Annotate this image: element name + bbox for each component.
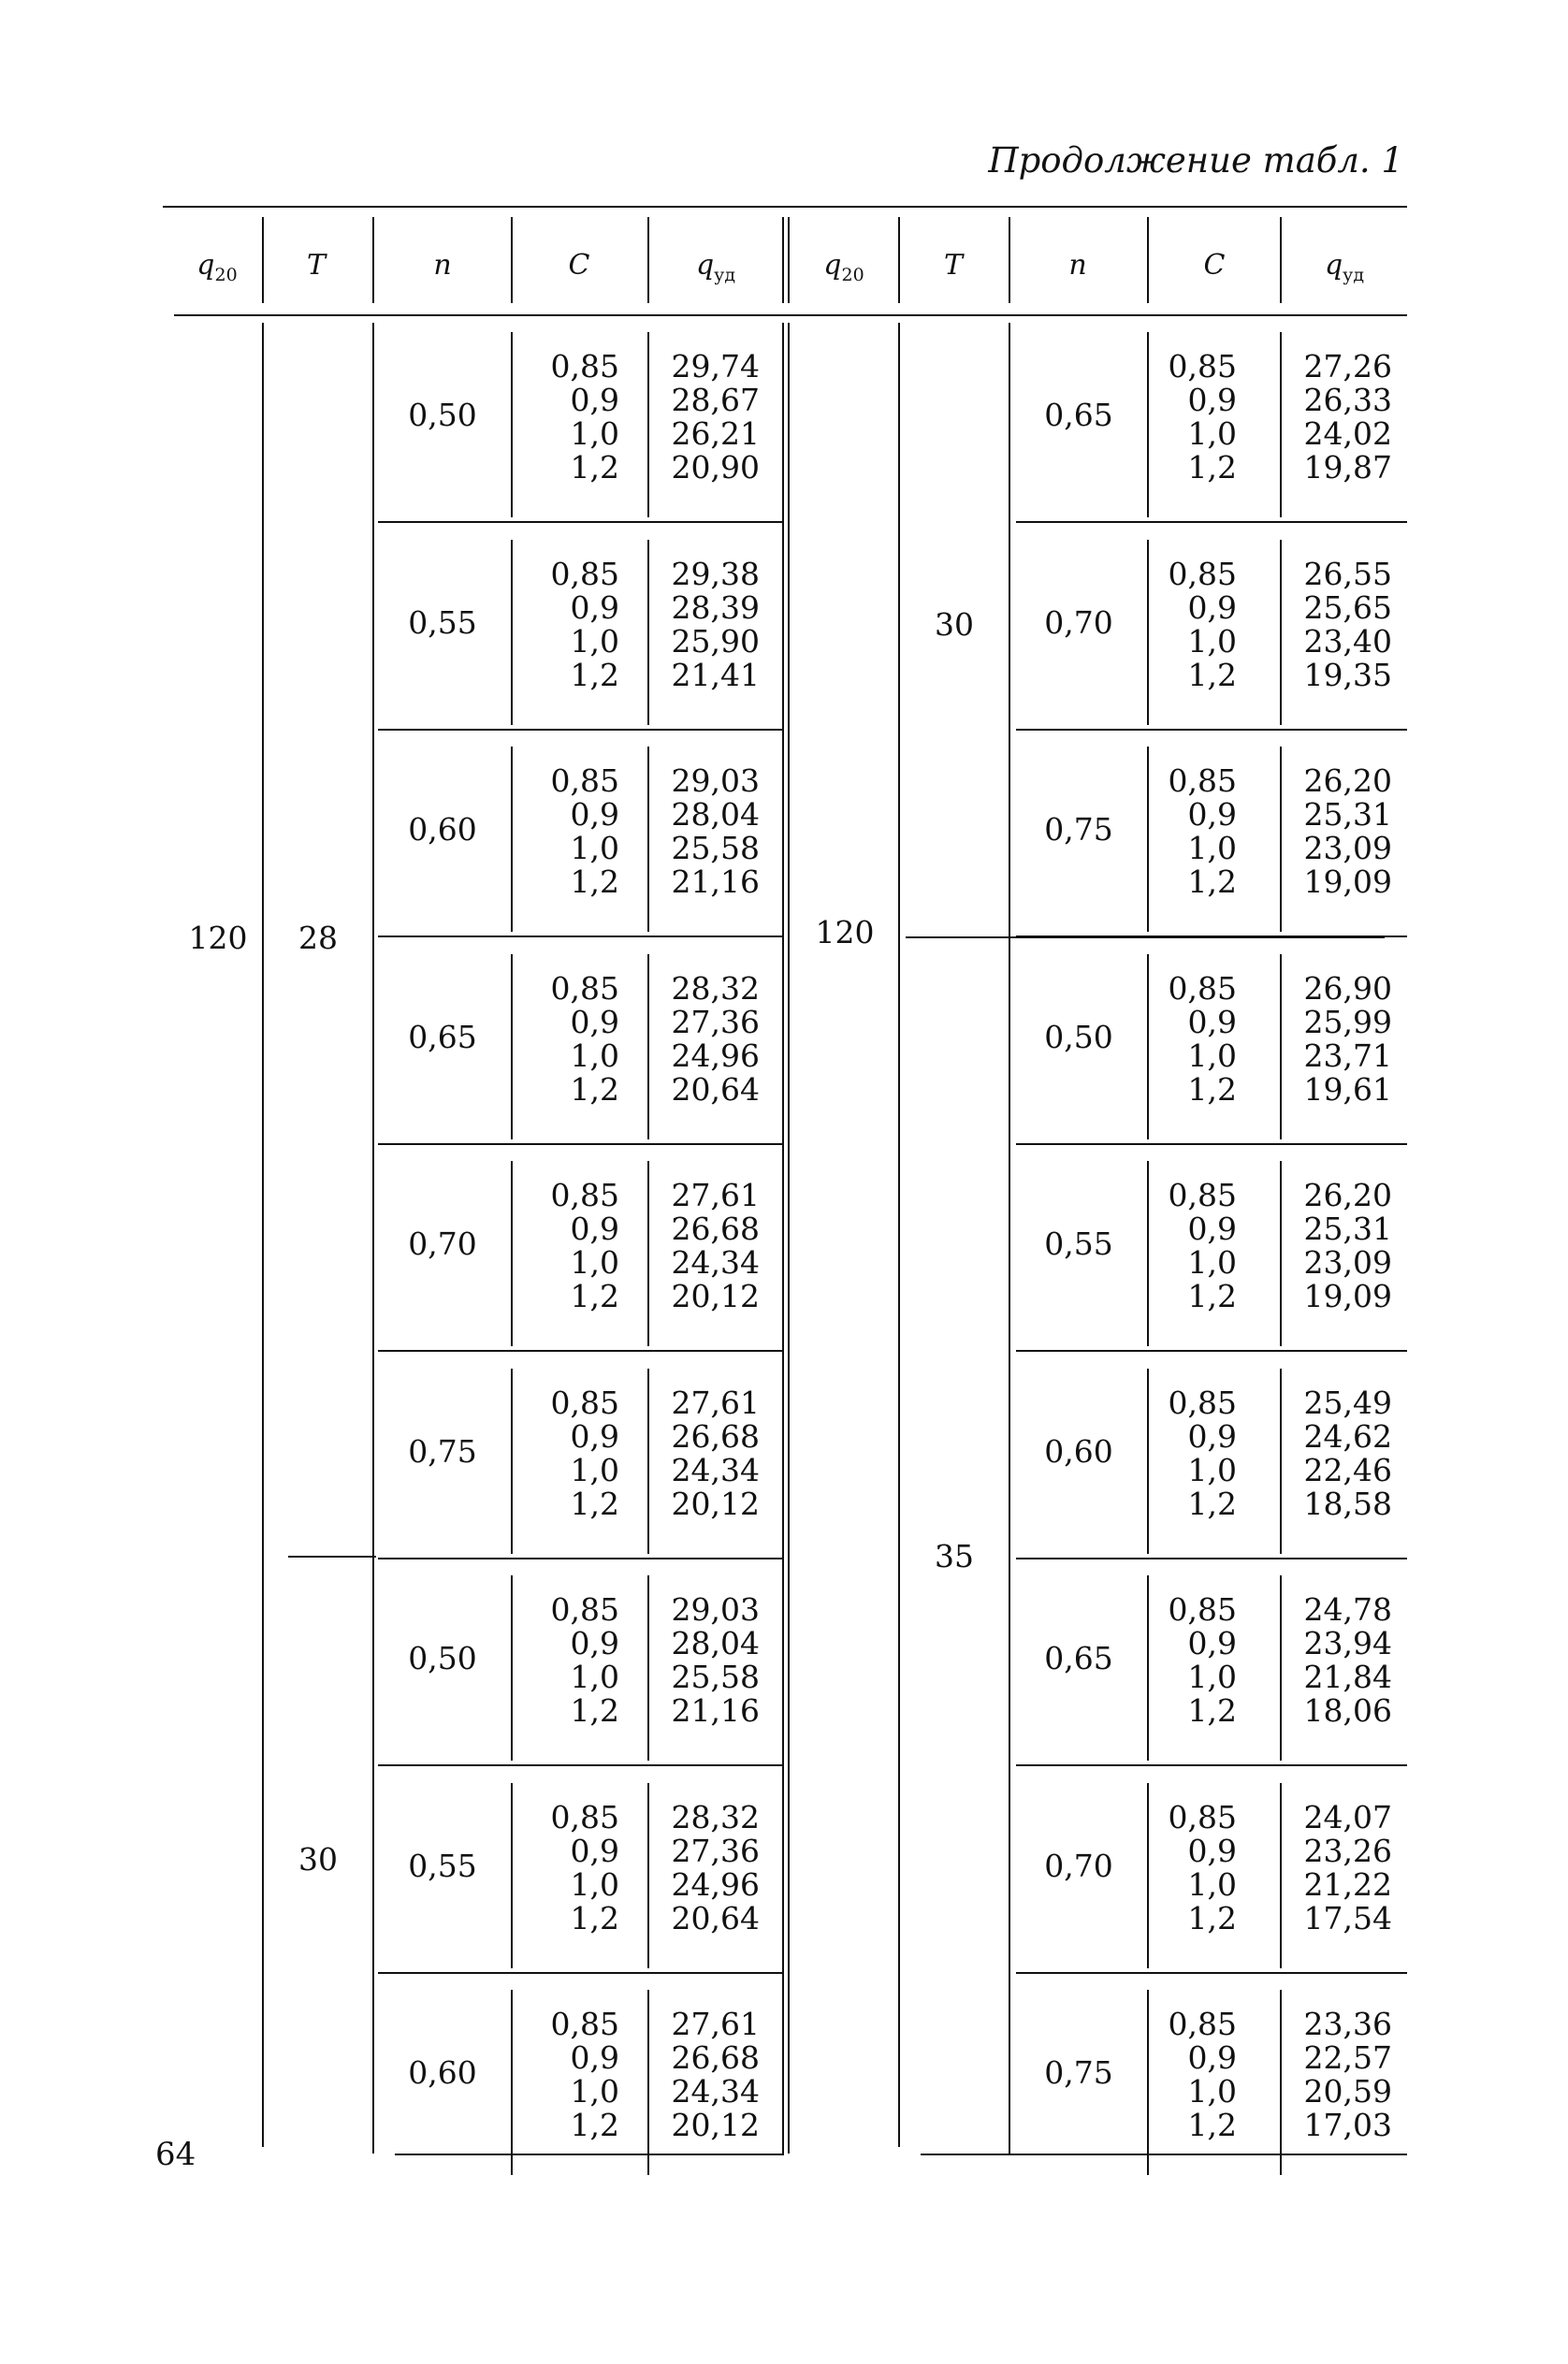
block-rule [1147, 1369, 1149, 1554]
header-divider [372, 217, 374, 303]
block-separator [1016, 729, 1407, 731]
table-bottom-rule [395, 2154, 784, 2155]
qud-values: 24,07 23,26 21,22 17,54 [1303, 1798, 1392, 1936]
block-separator [1016, 1350, 1407, 1352]
header-T-right: T [943, 249, 963, 282]
n-value: 0,70 [1044, 603, 1113, 641]
block-rule [1280, 1575, 1282, 1761]
block-separator [378, 521, 784, 523]
block-rule [511, 1369, 513, 1554]
block-rule [647, 1783, 649, 1968]
header-q20-left: $q_{20}$ [196, 249, 238, 285]
header-divider [898, 217, 900, 303]
n-value: 0,65 [408, 1018, 477, 1055]
right-q20-value: 120 [815, 914, 875, 950]
block-separator [378, 1972, 784, 1974]
header-divider [782, 217, 784, 303]
block-rule [1280, 540, 1282, 725]
qud-values: 23,36 22,57 20,59 17,03 [1303, 2006, 1392, 2143]
qud-values: 27,26 26,33 24,02 19,87 [1303, 348, 1392, 486]
c-values: 0,85 0,9 1,0 1,2 [1168, 555, 1237, 693]
header-divider [511, 217, 513, 303]
c-values: 0,85 0,9 1,0 1,2 [1168, 2006, 1237, 2143]
c-values: 0,85 0,9 1,0 1,2 [1168, 762, 1237, 900]
header-q20-right: $q_{20}$ [823, 249, 864, 285]
header-divider [262, 217, 264, 303]
n-value: 0,75 [1044, 811, 1113, 848]
block-separator [378, 935, 784, 937]
block-separator [1016, 1558, 1407, 1559]
qud-values: 26,90 25,99 23,71 19,61 [1303, 969, 1392, 1108]
header-divider [1280, 217, 1282, 303]
block-rule [647, 954, 649, 1139]
right-T-value-2: 35 [935, 1538, 974, 1574]
block-rule [1280, 954, 1282, 1139]
block-rule [511, 747, 513, 932]
block-rule [1147, 540, 1149, 725]
n-value: 0,65 [1044, 1640, 1113, 1676]
qud-values: 29,38 28,39 25,90 21,41 [671, 555, 760, 693]
header-divider [1147, 217, 1149, 303]
qud-values: 25,49 24,62 22,46 18,58 [1303, 1384, 1392, 1522]
block-separator [378, 1350, 784, 1352]
qud-values: 27,61 26,68 24,34 20,12 [671, 1384, 760, 1522]
qud-values: 26,55 25,65 23,40 19,35 [1303, 555, 1392, 693]
header-divider [788, 217, 790, 303]
qud-values: 26,20 25,31 23,09 19,09 [1303, 1177, 1392, 1314]
block-rule [1147, 1161, 1149, 1346]
c-values: 0,85 0,9 1,0 1,2 [1168, 1384, 1237, 1522]
block-rule [1280, 1369, 1282, 1554]
n-value: 0,50 [408, 397, 477, 433]
c-values: 0,85 0,9 1,0 1,2 [550, 2006, 619, 2143]
header-top-rule [163, 206, 1407, 208]
qud-values: 27,61 26,68 24,34 20,12 [671, 2006, 760, 2143]
header-n-left: n [433, 249, 452, 282]
block-rule [511, 1161, 513, 1346]
left-T-value-2: 30 [298, 1841, 338, 1878]
block-separator [1016, 1143, 1407, 1145]
block-rule [511, 1990, 513, 2175]
block-rule [1147, 954, 1149, 1139]
n-value: 0,60 [408, 2054, 477, 2091]
header-T-left: T [306, 249, 326, 282]
block-rule [1280, 332, 1282, 517]
n-value: 0,70 [408, 1226, 477, 1262]
n-value: 0,65 [1044, 397, 1113, 433]
block-rule [647, 1161, 649, 1346]
qud-values: 29,74 28,67 26,21 20,90 [671, 348, 760, 486]
header-C-right: C [1203, 249, 1226, 282]
left-q20-value: 120 [188, 920, 248, 956]
block-rule [511, 954, 513, 1139]
n-value: 0,70 [1044, 1847, 1113, 1884]
block-separator [1016, 1972, 1407, 1974]
block-rule [647, 747, 649, 932]
block-separator [1016, 935, 1407, 937]
block-rule [647, 540, 649, 725]
block-rule [511, 540, 513, 725]
block-separator [378, 729, 784, 731]
block-rule [1280, 1990, 1282, 2175]
c-values: 0,85 0,9 1,0 1,2 [550, 1384, 619, 1522]
qud-values: 24,78 23,94 21,84 18,06 [1303, 1591, 1392, 1729]
table-continuation-caption: Продолжение табл. 1 [988, 140, 1403, 181]
block-rule [1147, 332, 1149, 517]
n-value: 0,50 [408, 1640, 477, 1676]
n-value: 0,60 [1044, 1432, 1113, 1470]
block-rule [1280, 1783, 1282, 1968]
header-divider [647, 217, 649, 303]
block-rule [1147, 747, 1149, 932]
header-C-left: C [568, 249, 590, 282]
c-values: 0,85 0,9 1,0 1,2 [1168, 1177, 1237, 1314]
block-rule [647, 332, 649, 517]
header-n-right: n [1068, 249, 1087, 282]
n-value: 0,55 [408, 603, 477, 641]
qud-values: 28,32 27,36 24,96 20,64 [671, 969, 760, 1108]
header-qud-left: $q_{уд}$ [695, 249, 736, 285]
c-values: 0,85 0,9 1,0 1,2 [550, 1591, 619, 1729]
qud-values: 29,03 28,04 25,58 21,16 [671, 1591, 760, 1729]
n-value: 0,60 [408, 811, 477, 848]
block-rule [647, 1575, 649, 1761]
qud-values: 28,32 27,36 24,96 20,64 [671, 1798, 760, 1936]
c-values: 0,85 0,9 1,0 1,2 [1168, 348, 1237, 486]
c-values: 0,85 0,9 1,0 1,2 [550, 1177, 619, 1314]
c-values: 0,85 0,9 1,0 1,2 [550, 762, 619, 900]
block-rule [511, 1575, 513, 1761]
block-rule [1147, 1783, 1149, 1968]
block-rule [511, 332, 513, 517]
block-rule [1280, 1161, 1282, 1346]
table-bottom-rule [921, 2154, 1407, 2155]
group-separator [288, 1556, 376, 1558]
c-values: 0,85 0,9 1,0 1,2 [550, 348, 619, 486]
block-rule [1147, 1575, 1149, 1761]
c-values: 0,85 0,9 1,0 1,2 [1168, 969, 1237, 1108]
block-separator [1016, 521, 1407, 523]
block-separator [1016, 1764, 1407, 1766]
n-value: 0,55 [1044, 1226, 1113, 1262]
block-separator [378, 1558, 784, 1559]
qud-values: 27,61 26,68 24,34 20,12 [671, 1177, 760, 1314]
c-values: 0,85 0,9 1,0 1,2 [550, 555, 619, 693]
block-rule [511, 1783, 513, 1968]
block-separator [378, 1143, 784, 1145]
block-separator [378, 1764, 784, 1766]
n-value: 0,50 [1044, 1018, 1113, 1055]
c-values: 0,85 0,9 1,0 1,2 [550, 1798, 619, 1936]
right-T-value-1: 30 [935, 606, 974, 643]
left-T-value-1: 28 [298, 920, 338, 956]
c-values: 0,85 0,9 1,0 1,2 [550, 969, 619, 1108]
block-rule [647, 1369, 649, 1554]
header-qud-right: $q_{уд}$ [1324, 249, 1365, 285]
column-rule [898, 323, 900, 2147]
header-divider [1009, 217, 1010, 303]
block-rule [1147, 1990, 1149, 2175]
double-column-rule [788, 323, 790, 2154]
block-rule [647, 1990, 649, 2175]
qud-values: 26,20 25,31 23,09 19,09 [1303, 762, 1392, 900]
block-rule [1280, 747, 1282, 932]
qud-values: 29,03 28,04 25,58 21,16 [671, 762, 760, 900]
c-values: 0,85 0,9 1,0 1,2 [1168, 1591, 1237, 1729]
n-value: 0,75 [1044, 2054, 1113, 2091]
header-bottom-rule [174, 314, 1407, 316]
n-value: 0,75 [408, 1432, 477, 1470]
n-value: 0,55 [408, 1847, 477, 1884]
double-column-rule [782, 323, 784, 2154]
c-values: 0,85 0,9 1,0 1,2 [1168, 1798, 1237, 1936]
page-number: 64 [155, 2136, 196, 2173]
